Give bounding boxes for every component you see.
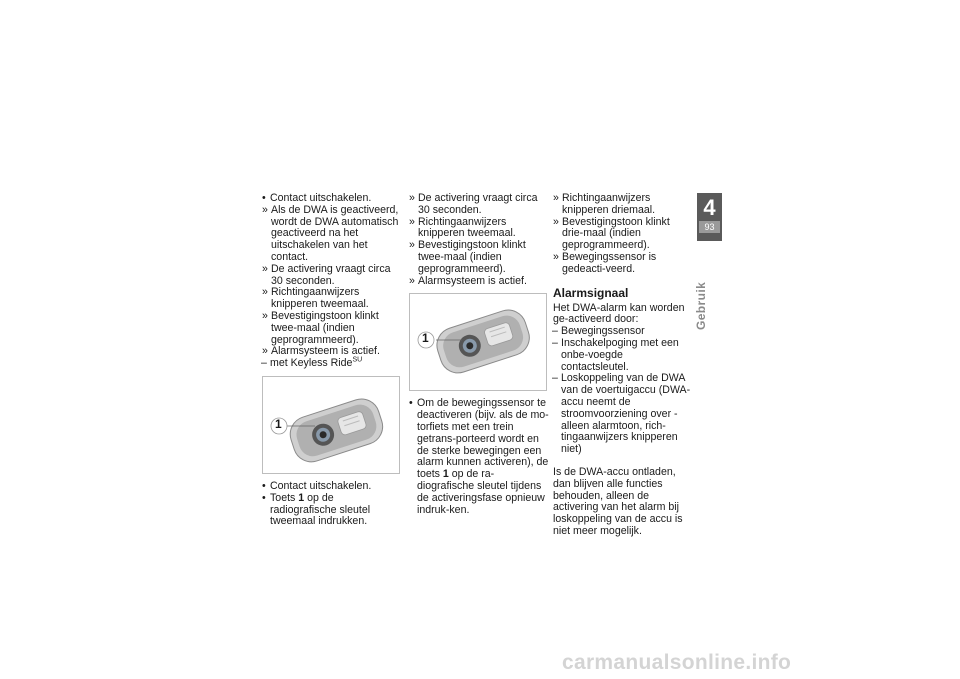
list-item: » Richtingaanwijzers knipperen tweemaal. bbox=[409, 215, 516, 240]
list-item: » De activering vraagt circa 30 seconden. bbox=[262, 262, 391, 287]
list-item: • Toets 1 op de radiografische sleutel tweemaal indrukken. bbox=[262, 491, 371, 528]
list-item: » Bevestigingstoon klinkt twee-maal (indien geprogrammeerd). bbox=[409, 239, 526, 275]
list-item: » Bewegingssensor is gedeacti-veerd. bbox=[553, 250, 657, 275]
list-item: » Richtingaanwijzers knipperen tweemaal. bbox=[262, 286, 369, 311]
section-heading: Alarmsignaal bbox=[553, 285, 629, 300]
list-item: » Als de DWA is geactiveerd, wordt de DWA automatisch geactiveerd na het uitschakelen van het contact. bbox=[262, 203, 399, 263]
list-item: » Richtingaanwijzers knipperen driemaal. bbox=[553, 192, 656, 216]
col2-steps bbox=[409, 193, 549, 287]
list-item: – Inschakelpoging met een onbe-voegde contactsleutel. bbox=[552, 336, 679, 373]
keyless-ride-option: – met Keyless Ride$^{SU}$ bbox=[261, 356, 363, 370]
option-code: SU bbox=[352, 356, 363, 364]
list-item: • Contact uitschakelen. bbox=[262, 192, 372, 204]
watermark: carmanualsonline.info bbox=[562, 651, 792, 674]
page-number: 93 bbox=[699, 221, 720, 233]
list-item: » De activering vraagt circa 30 seconden. bbox=[409, 192, 538, 216]
list-item: » Bevestigingstoon klinkt twee-maal (indien geprogrammeerd). bbox=[262, 309, 379, 346]
col1-steps-2 bbox=[262, 481, 402, 528]
col3-steps bbox=[553, 193, 693, 276]
key-fob-illustration bbox=[410, 294, 546, 390]
column-1 bbox=[262, 193, 402, 528]
callout-label: 1 bbox=[275, 416, 282, 431]
note-paragraph: Is de DWA-accu ontladen, dan blijven alle functies behouden, alleen de activering van het alarm bij loskoppeling van de accu is niet meer mogelijk. bbox=[553, 465, 683, 537]
column-3 bbox=[553, 193, 693, 538]
list-item: » Bevestigingstoon klinkt drie-maal (indien geprogrammeerd). bbox=[553, 215, 670, 252]
col1-steps-1 bbox=[262, 193, 402, 370]
callout-label: 1 bbox=[422, 331, 429, 346]
col3-dash-list bbox=[553, 326, 693, 456]
key-fob-figure bbox=[262, 376, 400, 474]
list-item: » Alarmsysteem is actief. bbox=[262, 345, 380, 358]
chapter-number: 4 bbox=[703, 195, 716, 220]
list-item: • Om de bewegingssensor te deactiveren (bijv. als de mo-torfiets met een trein getrans-porteerd wordt en de sterke bewegingen een alarm kunnen activeren), de toets 1 op de ra-diografische sleutel tijdens de activeringsfase opnieuw indruk-ken. bbox=[409, 397, 549, 516]
list-item: • Contact uitschakelen. bbox=[262, 479, 372, 492]
chapter-tab bbox=[697, 193, 722, 241]
intro-paragraph: Het DWA-alarm kan worden ge-activeerd door: bbox=[553, 301, 685, 326]
list-item: » Alarmsysteem is actief. bbox=[409, 274, 527, 287]
column-2 bbox=[409, 193, 549, 516]
list-item: – Loskoppeling van de DWA van de voertuigaccu (DWA-accu neemt de stroomvoorziening over - alleen alarmtoon, rich-tingaanwijzers knipperen niet) bbox=[552, 372, 691, 456]
list-item: – Bewegingssensor bbox=[552, 325, 645, 338]
section-side-label: Gebruik bbox=[694, 281, 708, 330]
key-fob-illustration bbox=[263, 377, 399, 473]
key-fob-figure bbox=[409, 293, 547, 391]
